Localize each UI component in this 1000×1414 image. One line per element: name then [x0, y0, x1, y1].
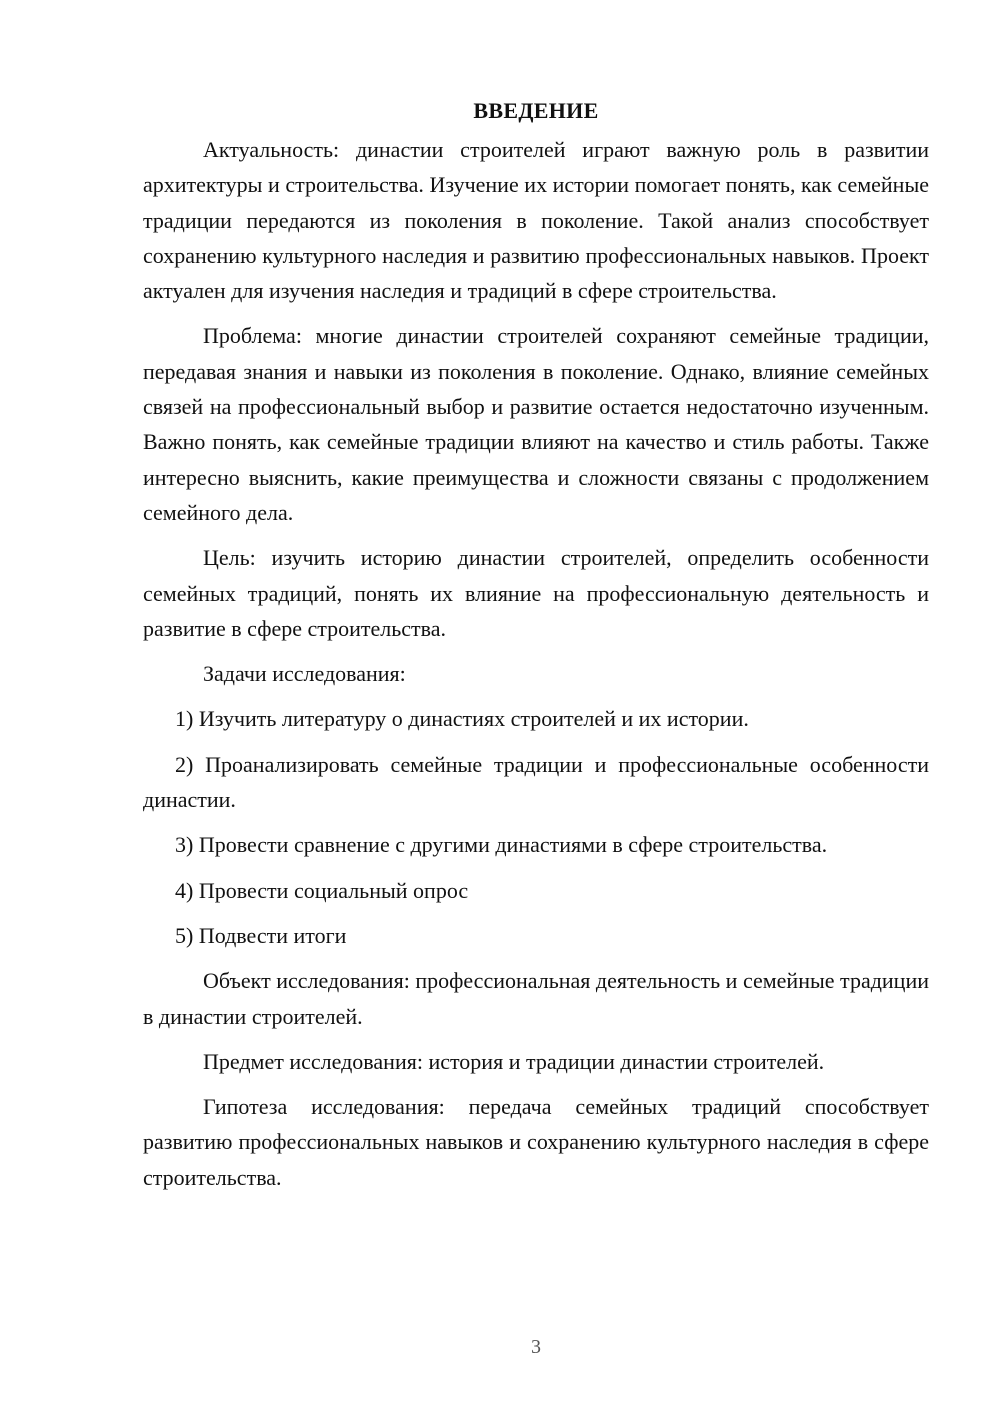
subject-paragraph: Предмет исследования: история и традиции династии строителей. — [203, 1048, 825, 1074]
section-heading: ВВЕДЕНИЕ — [473, 98, 599, 123]
object-paragraph: Объект исследования: профессиональная деятельность и семейные традиции в династии строителей. — [143, 968, 929, 1029]
task-item: 5) Подвести итоги — [175, 922, 347, 948]
tasks-title: Задачи исследования: — [203, 661, 406, 687]
task-item: 3) Провести сравнение с другими династиями в сфере строительства. — [175, 832, 828, 858]
relevance-paragraph: Актуальность: династии строителей играют важную роль в развитии архитектуры и строительства. Изучение их истории помогает понять, как семейные традиции передаются из поколения в поколение. Такой анализ способствует сохранению культурного наследия и развитию профессиональных навыков. Проект актуален для изучения наследия и традиций в сфере строительства. — [143, 137, 929, 304]
task-item: 1) Изучить литературу о династиях строителей и их истории. — [175, 706, 749, 732]
hypothesis-paragraph: Гипотеза исследования: передача семейных традиций способствует развитию профессиональных навыков и сохранению культурного наследия в сфере строительства. — [143, 1094, 929, 1190]
problem-paragraph: Проблема: многие династии строителей сохраняют семейные традиции, передавая знания и навыки из поколения в поколение. Однако, влияние семейных связей на профессиональный выбор и развитие остается недостаточно изученным. Важно понять, как семейные традиции влияют на качество и стиль работы. Также интересно выяснить, какие преимущества и сложности связаны с продолжением семейного дела. — [143, 323, 929, 525]
task-item: 4) Провести социальный опрос — [175, 877, 469, 903]
task-item: 2) Проанализировать семейные традиции и профессиональные особенности династии. — [143, 751, 929, 813]
goal-paragraph: Цель: изучить историю династии строителей, определить особенности семейных традиций, понять их влияние на профессиональную деятельность и развитие в сфере строительства. — [143, 545, 929, 641]
document-page — [143, 96, 929, 1205]
page-number: 3 — [531, 1336, 541, 1358]
